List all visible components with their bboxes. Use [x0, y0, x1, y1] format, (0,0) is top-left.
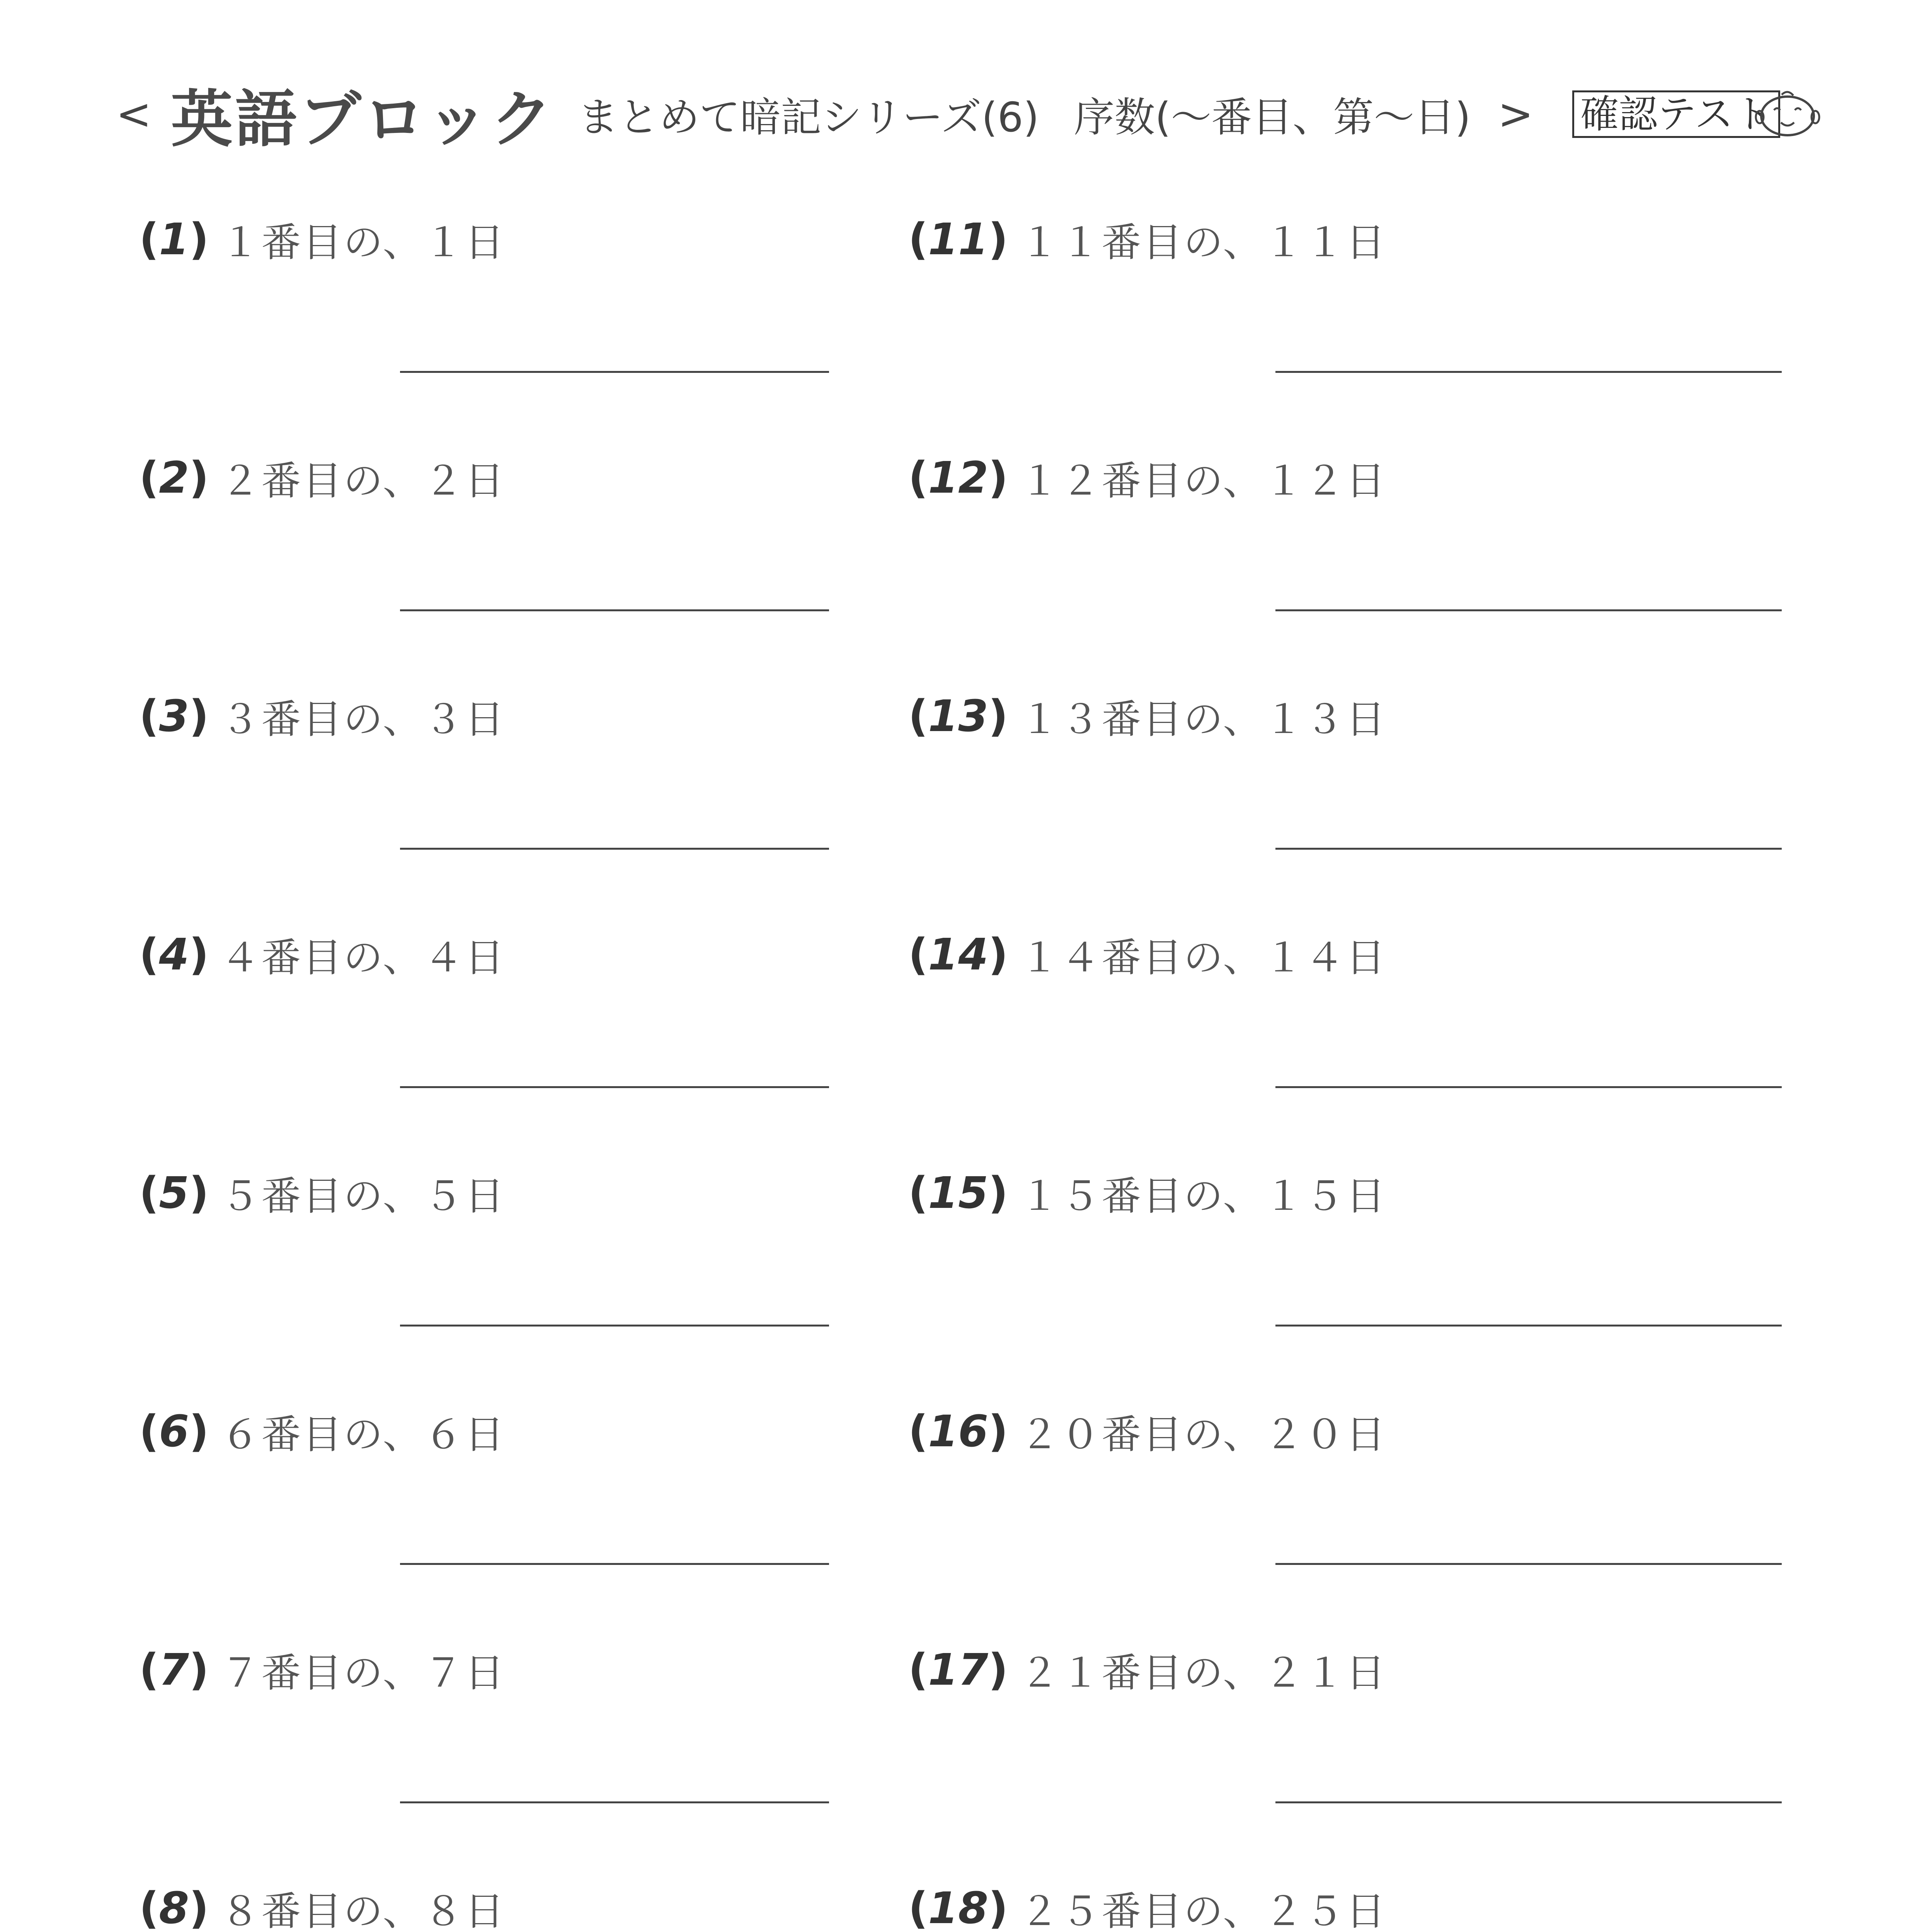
question-item [908, 1399, 1387, 1464]
question-item [908, 1637, 1387, 1703]
question-number: (6) [139, 1406, 209, 1457]
answer-line[interactable] [1275, 1325, 1782, 1327]
question-item [908, 207, 1387, 272]
question-number: (13) [908, 691, 1008, 742]
question-text: １４番目の、１４日 [1020, 935, 1387, 981]
brand-logo: 英語ブロック [171, 83, 555, 155]
question-text: ４番目の、４日 [220, 935, 506, 981]
question-text: １１番目の、１１日 [1020, 220, 1387, 266]
answer-line[interactable] [1275, 371, 1782, 373]
question-number: (18) [908, 1883, 1008, 1932]
question-text: ８番目の、８日 [220, 1889, 506, 1932]
question-text: ３番目の、３日 [220, 697, 506, 743]
question-item [139, 1399, 506, 1464]
series-title: まとめて暗記シリーズ(6) [577, 94, 1039, 141]
question-number: (1) [139, 214, 209, 265]
test-badge: 確認テスト [1572, 90, 1780, 138]
answer-line[interactable] [400, 1563, 829, 1565]
question-item [908, 922, 1387, 988]
question-text: １３番目の、１３日 [1020, 697, 1387, 743]
question-number: (15) [908, 1168, 1008, 1218]
answer-line[interactable] [1275, 1563, 1782, 1565]
question-text: １２番目の、１２日 [1020, 458, 1387, 504]
page-header [116, 75, 1817, 153]
question-item [908, 445, 1387, 511]
question-item [139, 445, 506, 511]
question-item [908, 1876, 1387, 1932]
answer-line[interactable] [1275, 848, 1782, 850]
question-number: (3) [139, 691, 209, 742]
question-number: (2) [139, 453, 209, 503]
question-text: ２５番目の、２５日 [1020, 1889, 1387, 1932]
question-item [139, 684, 506, 749]
answer-line[interactable] [400, 371, 829, 373]
answer-line[interactable] [400, 609, 829, 611]
question-number: (14) [908, 930, 1008, 980]
question-number: (8) [139, 1883, 209, 1932]
question-number: (7) [139, 1645, 209, 1695]
answer-line[interactable] [1275, 609, 1782, 611]
question-text: １番目の、１日 [220, 220, 506, 266]
header-bracket-close: > [1498, 89, 1534, 139]
answer-line[interactable] [400, 1086, 829, 1088]
question-number: (17) [908, 1645, 1008, 1695]
answer-line[interactable] [400, 1801, 829, 1803]
question-text: ５番目の、５日 [220, 1173, 506, 1219]
question-number: (11) [908, 214, 1008, 265]
question-item [139, 1637, 506, 1703]
question-number: (12) [908, 453, 1008, 503]
question-text: ６番目の、６日 [220, 1412, 506, 1458]
question-item [139, 1160, 506, 1226]
question-number: (16) [908, 1406, 1008, 1457]
question-item [908, 684, 1387, 749]
question-text: ２１番目の、２１日 [1020, 1650, 1387, 1696]
answer-line[interactable] [1275, 1086, 1782, 1088]
question-text: １５番目の、１５日 [1020, 1173, 1387, 1219]
question-item [139, 922, 506, 988]
mascot-icon [1755, 87, 1820, 141]
answer-line[interactable] [400, 1325, 829, 1327]
topic-title: 序数(〜番目、第〜日) [1074, 94, 1471, 141]
question-number: (4) [139, 930, 209, 980]
question-text: ２番目の、２日 [220, 458, 506, 504]
question-text: ７番目の、７日 [220, 1650, 506, 1696]
question-item [908, 1160, 1387, 1226]
answer-line[interactable] [400, 848, 829, 850]
answer-line[interactable] [1275, 1801, 1782, 1803]
question-item [139, 207, 506, 272]
question-text: ２０番目の、２０日 [1020, 1412, 1387, 1458]
question-number: (5) [139, 1168, 209, 1218]
header-bracket-open: < [116, 89, 152, 139]
question-item [139, 1876, 506, 1932]
